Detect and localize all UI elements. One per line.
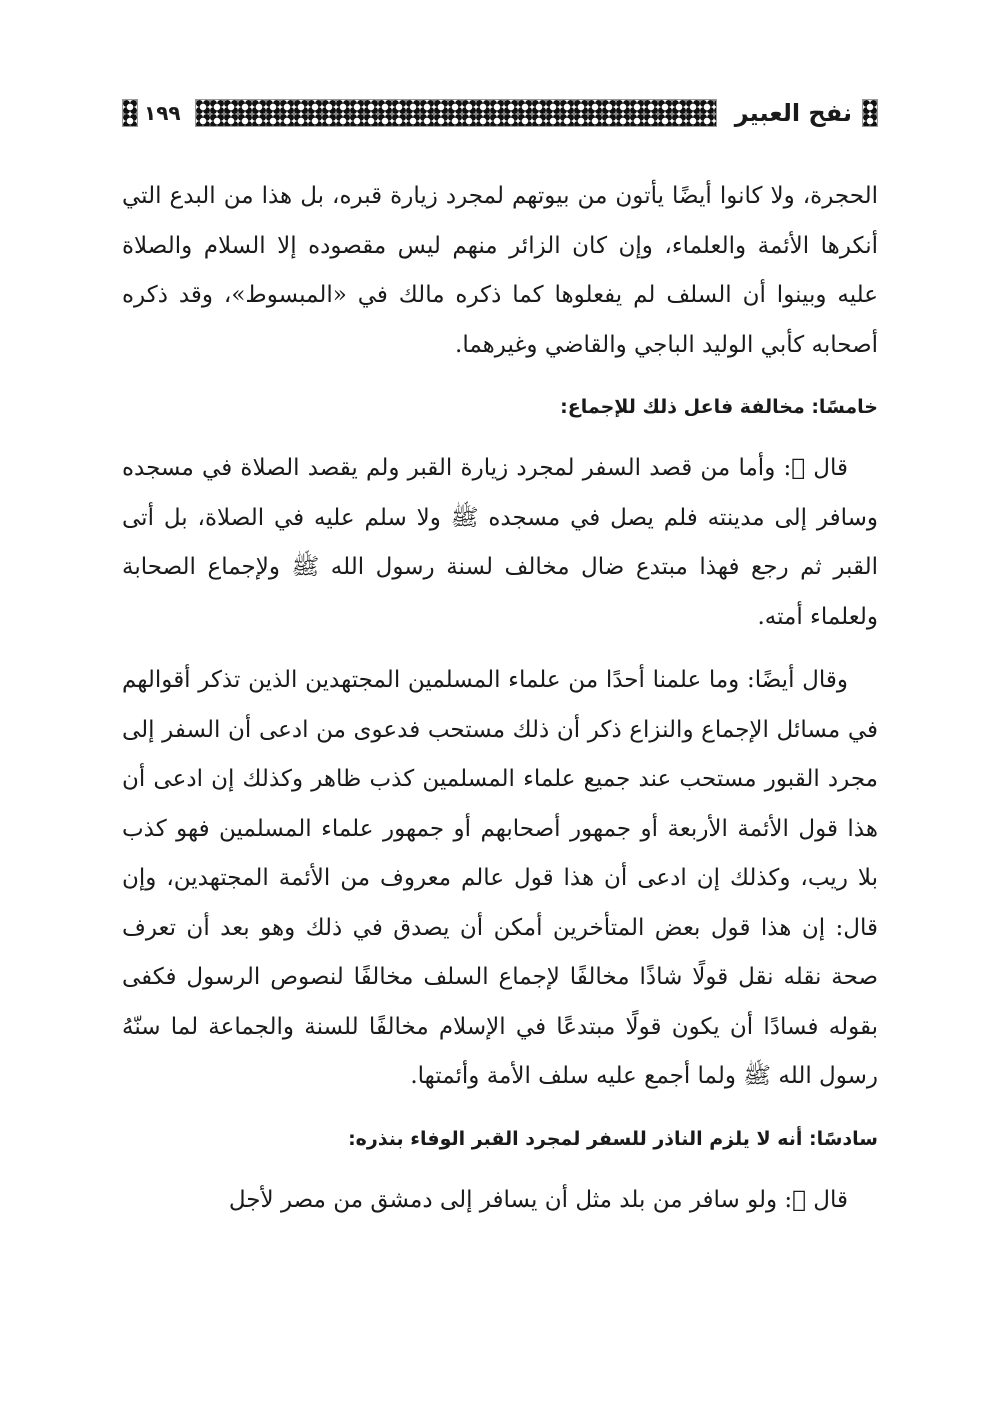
paragraph-quote-1: قال ﷬: وأما من قصد السفر لمجرد زيارة القبر ولم يقصد الصلاة في مسجده وسافر إلى مدينته فلم يصل في مسجده ﷺ ولا سلم عليه في الصلاة، بل أتى القبر ثم رجع فهذا مبتدع ضال مخالف لسنة رسول الله ﷺ ولإجماع الصحابة ولعلماء أمته. bbox=[122, 455, 878, 630]
paragraph-continuation: الحجرة، ولا كانوا أيضًا يأتون من بيوتهم لمجرد زيارة قبره، بل هذا من البدع التي أنكرها الأئمة والعلماء، وإن كان الزائر منهم ليس مقصوده إلا السلام والصلاة عليه وبينوا أن السلف لم يفعلوها كما ذكره مالك في «المبسوط»، وقد ذكره أصحابه كأبي الوليد الباجي والقاضي وغيرهما. bbox=[122, 183, 878, 358]
section-heading-fifth: خامسًا: مخالفة فاعل ذلك للإجماع: bbox=[560, 396, 878, 418]
paragraph-quote-2: وقال أيضًا: وما علمنا أحدًا من علماء المسلمين المجتهدين الذين تذكر أقوالهم في مسائل الإجماع والنزاع ذكر أن ذلك مستحب فدعوى من ادعى أن السفر إلى مجرد القبور مستحب عند جميع علماء المسلمين كذب ظاهر وكذلك إن ادعى أن هذا قول الأئمة الأربعة أو جمهور أصحابهم أو جمهور علماء المسلمين فهو كذب بلا ريب، وكذلك إن ادعى أن هذا قول عالم معروف من الأئمة المجتهدين، وإن قال: إن هذا قول بعض المتأخرين أمكن أن يصدق في ذلك وهو بعد أن تعرف صحة نقله نقل قولًا شاذًا مخالفًا لإجماع السلف مخالفًا لنصوص الرسول فكفى بقوله فسادًا أن يكون قولًا مبتدعًا في الإسلام مخالفًا للسنة والجماعة لما سنّهُ رسول الله ﷺ ولما أجمع عليه سلف الأمة وأئمتها. bbox=[122, 667, 878, 1089]
ornament-icon bbox=[862, 99, 878, 127]
paragraph-quote-3: قال ﷬: ولو سافر من بلد مثل أن يسافر إلى دمشق من مصر لأجل bbox=[228, 1186, 848, 1213]
page-body bbox=[122, 172, 878, 1225]
ornament-icon bbox=[122, 99, 138, 127]
running-header bbox=[122, 95, 878, 131]
book-title: نفح العبير bbox=[734, 99, 852, 127]
ornament-band-icon bbox=[195, 99, 717, 127]
book-page bbox=[122, 0, 878, 1403]
section-heading-sixth: سادسًا: أنه لا يلزم الناذر للسفر لمجرد القبر الوفاء بنذره: bbox=[348, 1127, 878, 1150]
page-number: ١٩٩ bbox=[144, 101, 181, 125]
